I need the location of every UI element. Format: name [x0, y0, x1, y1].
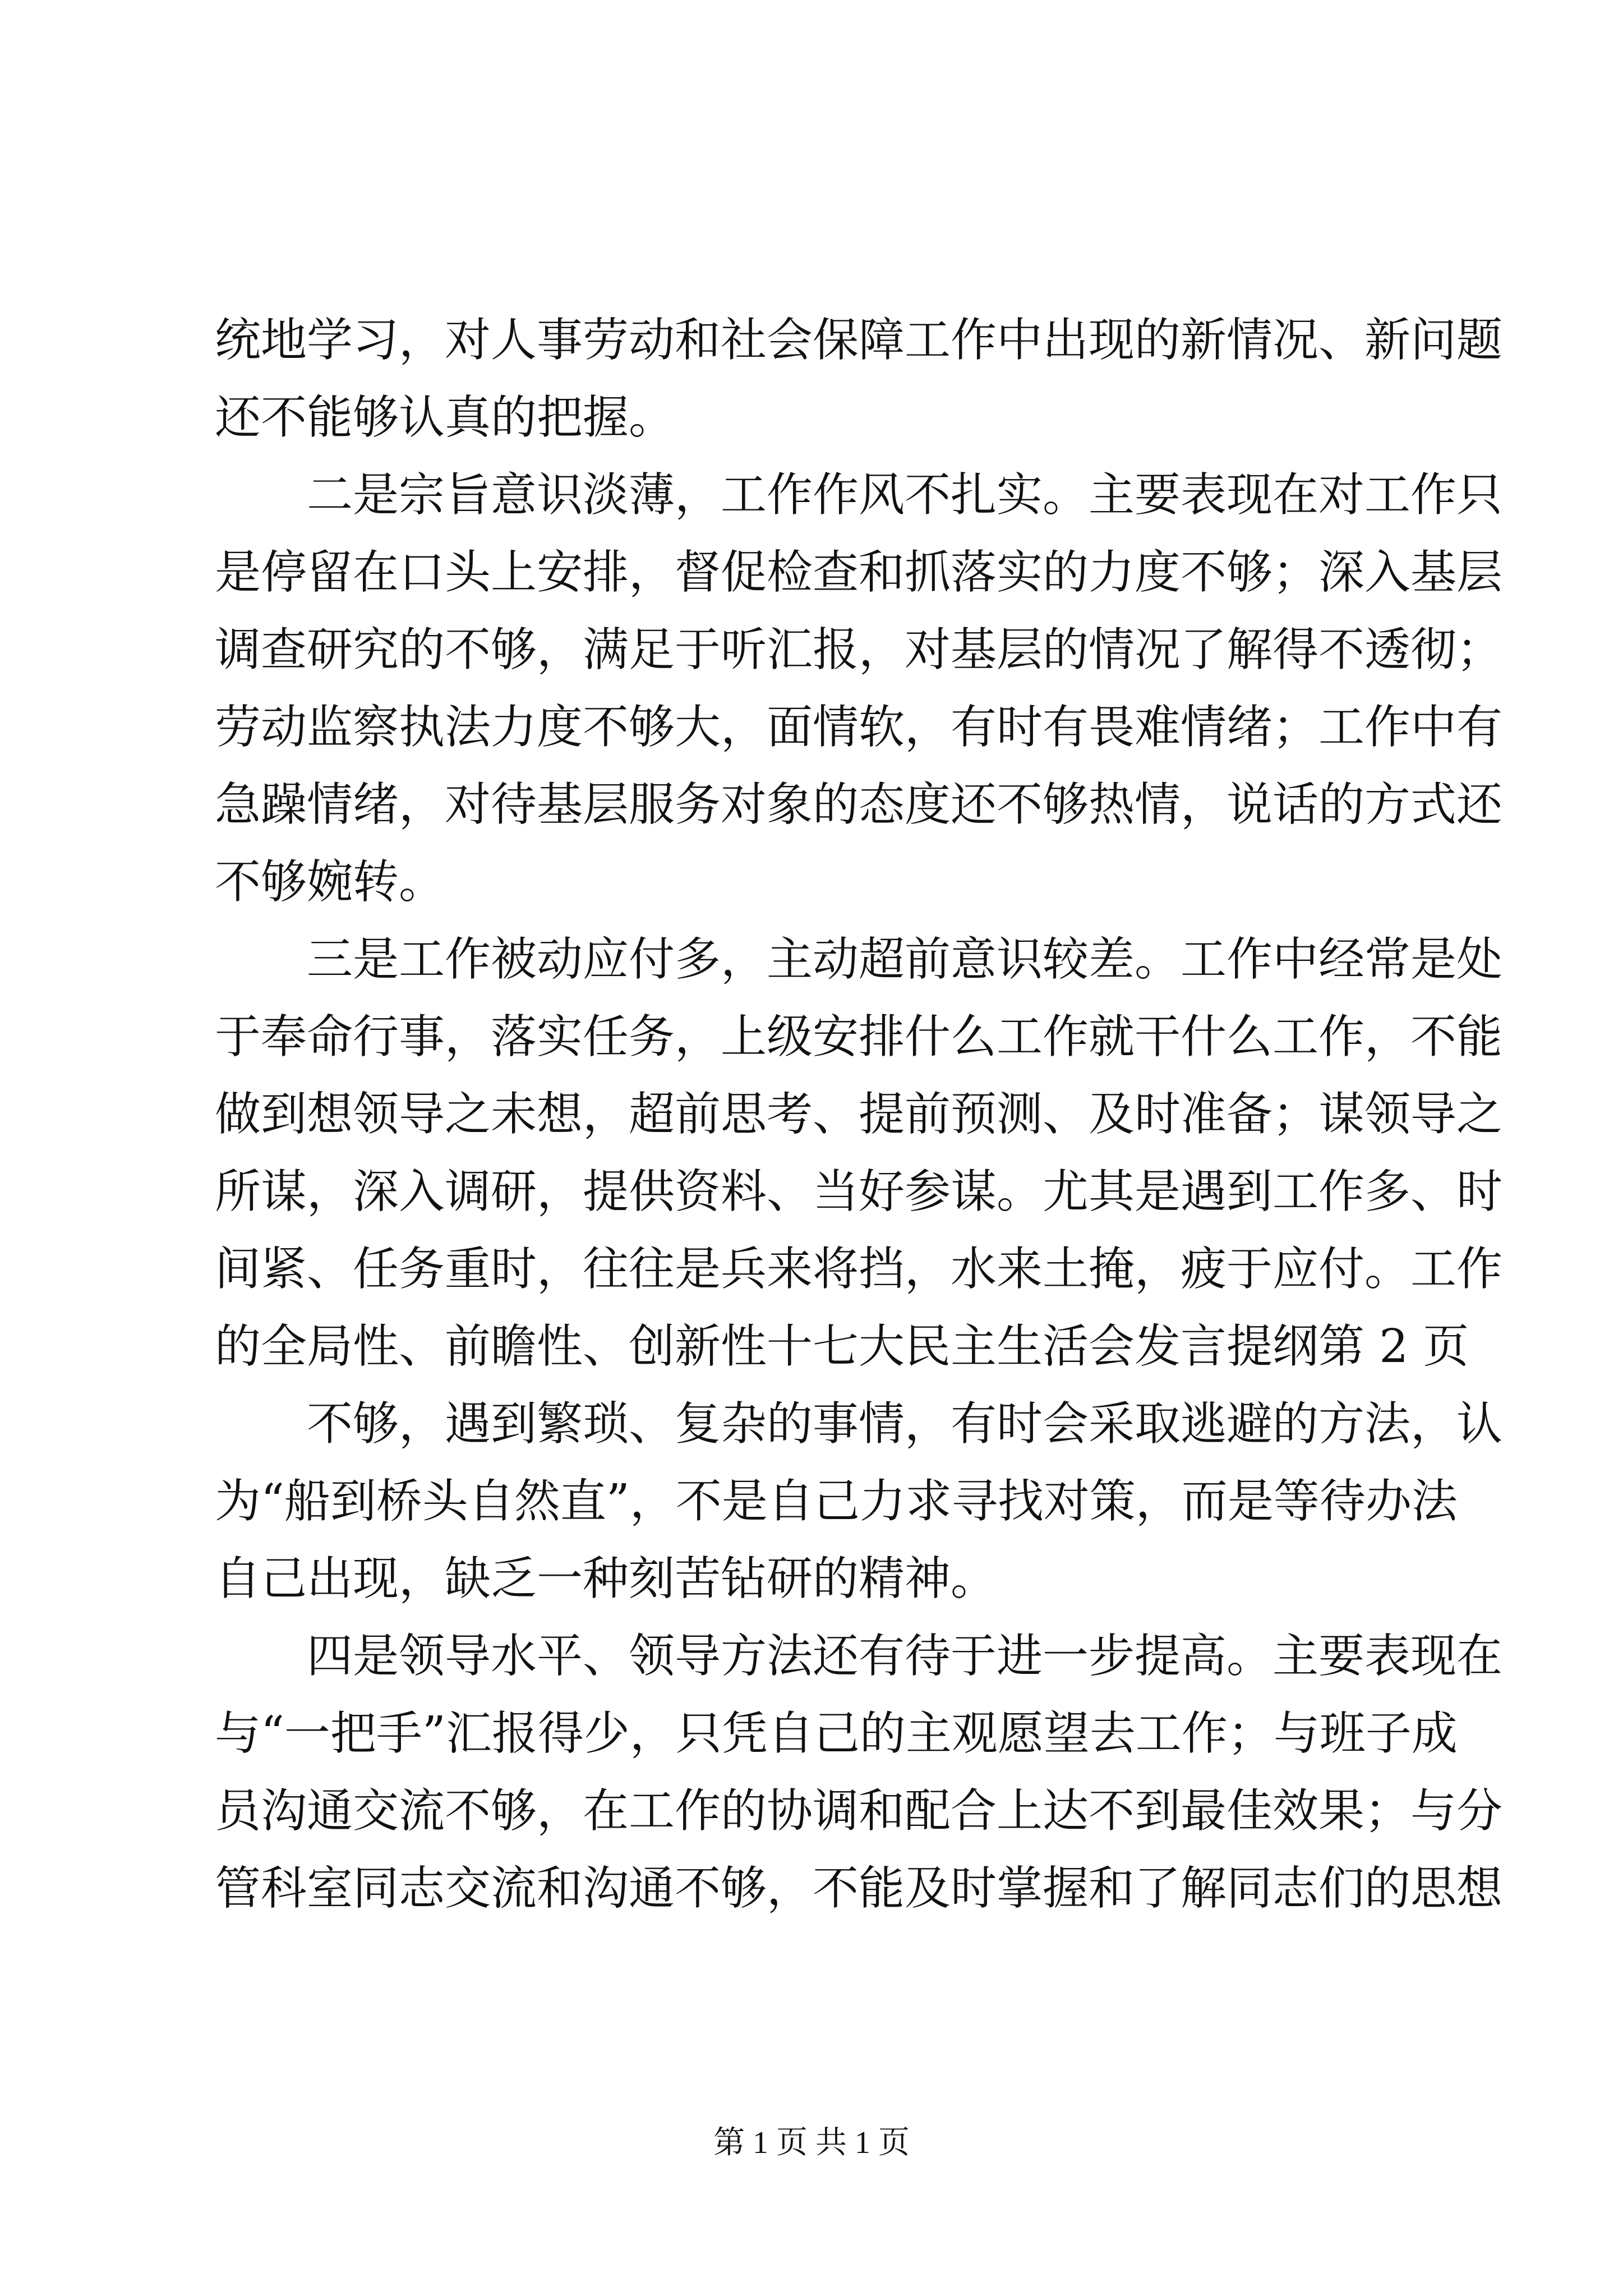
- text-line: 四是领导水平、领导方法还有待于进一步提高。主要表现在: [307, 1630, 1503, 1683]
- text-line: 管科室同志交流和沟通不够，不能及时掌握和了解同志们的思想: [215, 1862, 1503, 1915]
- text-line: 做到想领导之未想，超前思考、提前预测、及时准备；谋领导之: [215, 1088, 1503, 1141]
- paragraph-4: [215, 1386, 1503, 1618]
- document-body: [215, 302, 1503, 1927]
- text-line: 不够婉转。: [215, 855, 445, 909]
- paragraph-1: [215, 302, 1503, 457]
- text-line: 为“船到桥头自然直”，不是自己力求寻找对策，而是等待办法: [215, 1475, 1458, 1528]
- text-line: 所谋，深入调研，提供资料、当好参谋。尤其是遇到工作多、时: [215, 1165, 1503, 1218]
- text-line: 劳动监察执法力度不够大，面情软，有时有畏难情绪；工作中有: [215, 701, 1503, 754]
- text-line: 三是工作被动应付多，主动超前意识较差。工作中经常是处: [307, 933, 1503, 986]
- text-line: 与“一把手”汇报得少，只凭自己的主观愿望去工作；与班子成: [215, 1707, 1458, 1760]
- text-line: 二是宗旨意识淡薄，工作作风不扎实。主要表现在对工作只: [307, 468, 1503, 522]
- text-line: 的全局性、前瞻性、创新性十七大民主生活会发言提纲第 2 页: [215, 1320, 1469, 1373]
- text-line: 统地学习，对人事劳动和社会保障工作中出现的新情况、新问题: [215, 314, 1503, 367]
- text-line: 不够，遇到繁琐、复杂的事情，有时会采取逃避的方法，认: [307, 1397, 1503, 1451]
- text-line: 是停留在口头上安排，督促检查和抓落实的力度不够；深入基层: [215, 546, 1503, 599]
- text-line: 于奉命行事，落实任务，上级安排什么工作就干什么工作，不能: [215, 1010, 1503, 1064]
- paragraph-2: [215, 457, 1503, 921]
- text-line: 还不能够认真的把握。: [215, 391, 675, 444]
- text-line: 急躁情绪，对待基层服务对象的态度还不够热情，说话的方式还: [215, 778, 1503, 831]
- page-footer: 第 1 页 共 1 页: [713, 2125, 910, 2160]
- text-line: 间紧、任务重时，往往是兵来将挡，水来土掩，疲于应付。工作: [215, 1243, 1503, 1296]
- text-line: 自己出现，缺乏一种刻苦钻研的精神。: [215, 1552, 997, 1605]
- text-line: 调查研究的不够，满足于听汇报，对基层的情况了解得不透彻；: [215, 623, 1503, 677]
- paragraph-3: [215, 921, 1503, 1386]
- paragraph-5: [215, 1618, 1503, 1927]
- text-line: 员沟通交流不够，在工作的协调和配合上达不到最佳效果；与分: [215, 1784, 1503, 1838]
